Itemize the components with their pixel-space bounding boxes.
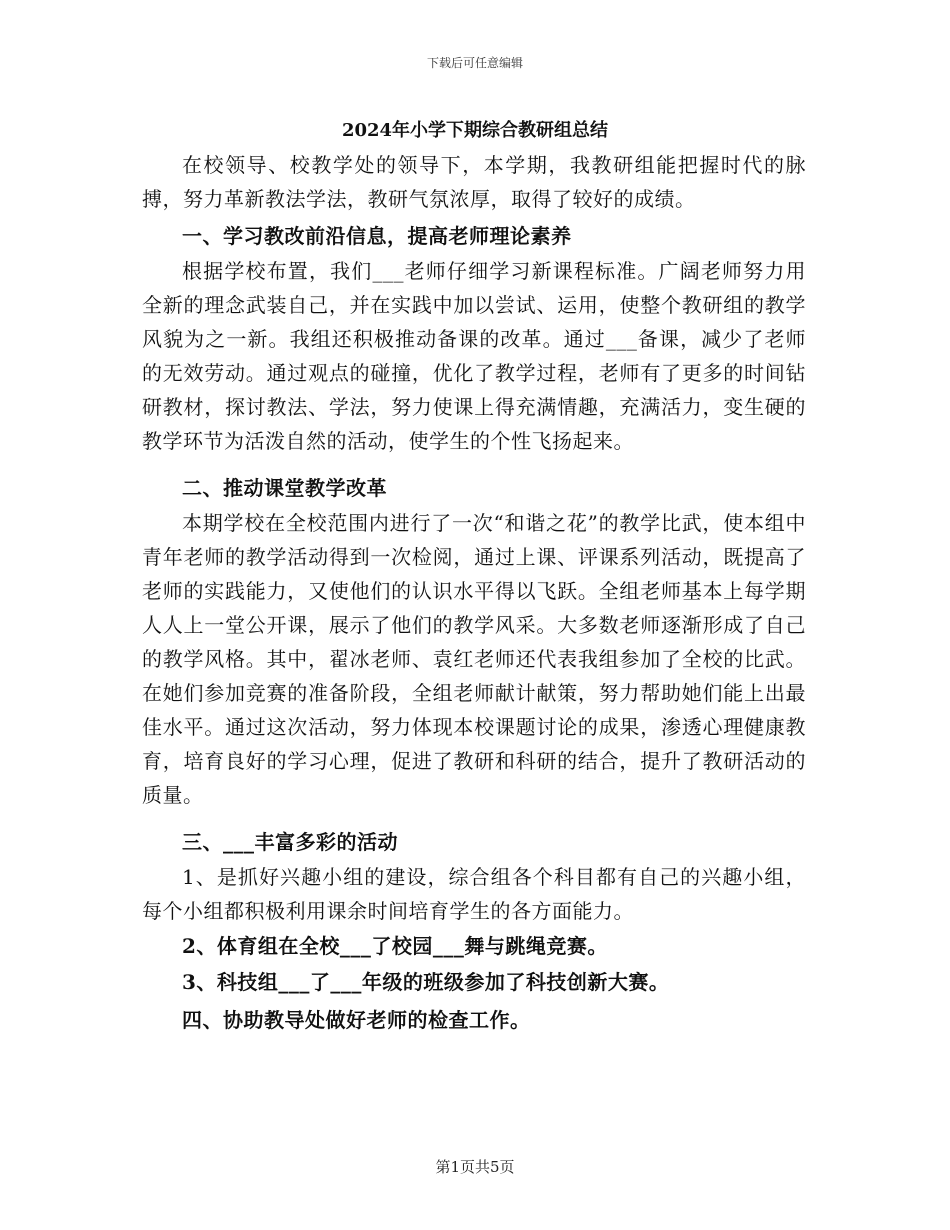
- section-1-heading: 一、学习教改前沿信息，提高老师理论素养: [182, 224, 572, 248]
- section-2-paragraph: 本期学校在全校范围内进行了一次“和谐之花”的教学比武，使本组中青年老师的教学活动得到一次检阅，通过上课、评课系列活动，既提高了老师的实践能力，又使他们的认识水平得以飞跃。全组老师基本上每学期人人上一堂公开课，展示了他们的教学风采。大多数老师逐渐形成了自己的教学风格。其中，翟冰老师、袁红老师还代表我组参加了全校的比武。在她们参加竞赛的准备阶段，全组老师献计献策，努力帮助她们能上出最佳水平。通过这次活动，努力体现本校课题讨论的成果，渗透心理健康教育，培育良好的学习心理，促进了教研和科研的结合，提升了教研活动的质量。: [142, 511, 806, 807]
- section-3-item-1: 1、是抓好兴趣小组的建设，综合组各个科目都有自己的兴趣小组，每个小组都积极利用课余时间培育学生的各方面能力。: [142, 865, 806, 923]
- page-number-footer: 第1页共5页: [435, 1158, 515, 1176]
- section-3-item-2: 2、体育组在全校___了校园___舞与跳绳竞赛。: [182, 934, 608, 958]
- section-4-heading: 四、协助教导处做好老师的检查工作。: [182, 1008, 531, 1032]
- section-3-heading: 三、___丰富多彩的活动: [182, 830, 398, 854]
- document-title: 2024年小学下期综合教研组总结: [341, 120, 609, 141]
- section-2-heading: 二、推动课堂教学改革: [182, 476, 387, 500]
- header-note: 下载后可任意编辑: [426, 56, 523, 70]
- document-body: [142, 148, 806, 1038]
- intro-paragraph: 在校领导、校教学处的领导下，本学期，我教研组能把握时代的脉搏，努力革新教法学法，教研气氛浓厚，取得了较好的成绩。: [142, 153, 806, 211]
- section-1-paragraph: 根据学校布置，我们___老师仔细学习新课程标准。广阔老师努力用全新的理念武装自己，并在实践中加以尝试、运用，使整个教研组的教学风貌为之一新。我组还积极推动备课的改革。通过___备课，减少了老师的无效劳动。通过观点的碰撞，优化了教学过程，老师有了更多的时间钻研教材，探讨教法、学法，努力使课上得充满情趣，充满活力，变生硬的教学环节为活泼自然的活动，使学生的个性飞扬起来。: [142, 259, 806, 453]
- section-3-item-3: 3、科技组___了___年级的班级参加了科技创新大赛。: [182, 970, 670, 994]
